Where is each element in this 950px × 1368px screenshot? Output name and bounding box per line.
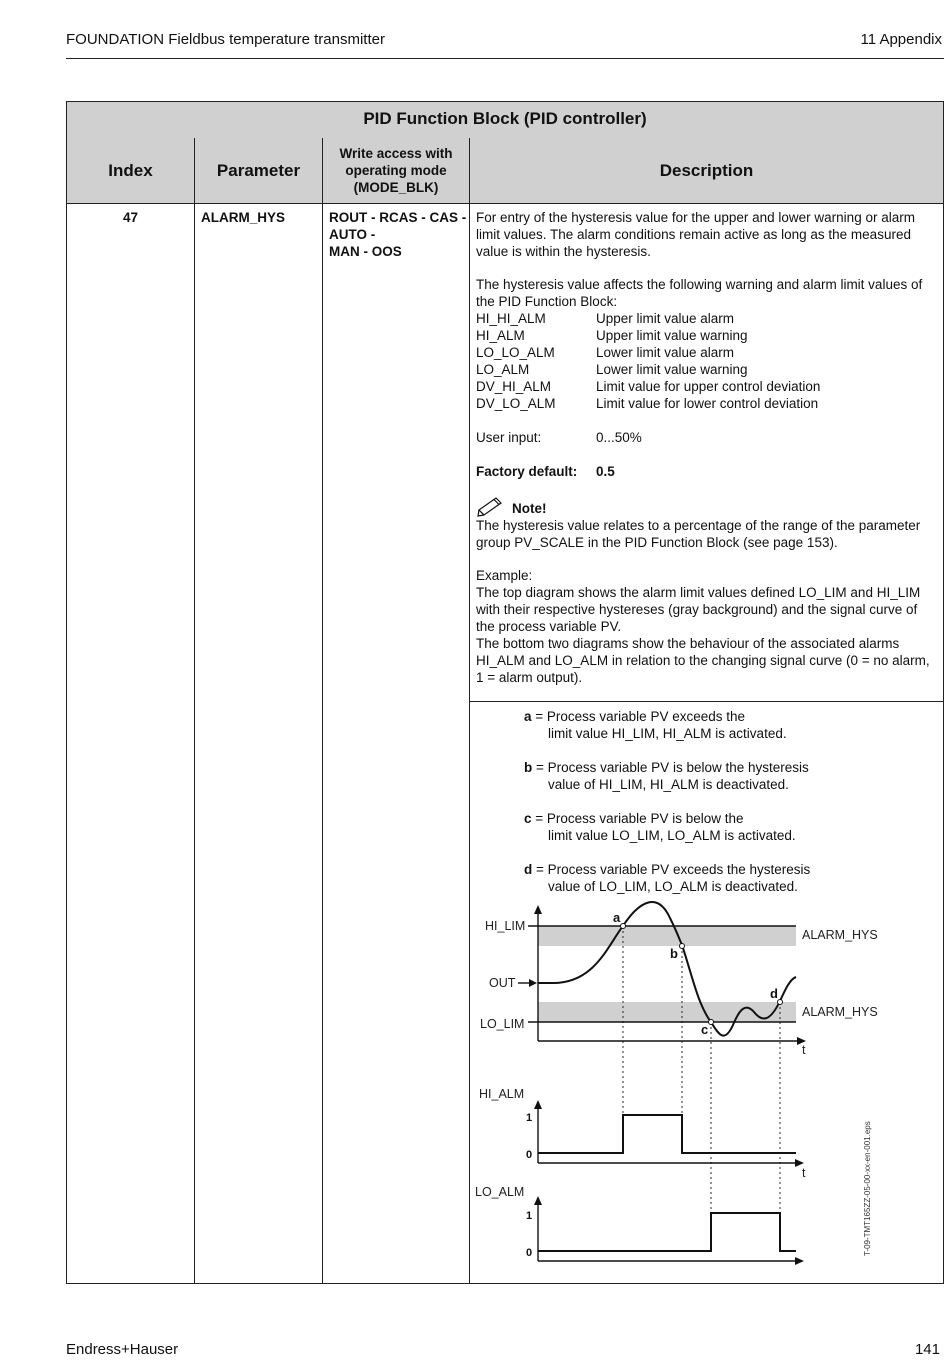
- legend-text: = Process variable PV exceeds the hysteresis: [532, 862, 811, 877]
- legend-text: value of LO_LIM, LO_ALM is deactivated.: [548, 879, 798, 894]
- t-axis-label: t: [802, 1166, 806, 1180]
- legend-text: = Process variable PV is below the hysteresis: [532, 760, 809, 775]
- lo-alm-one: 1: [526, 1210, 533, 1222]
- write-access-line: AUTO -: [329, 227, 376, 242]
- marker-b: b: [670, 946, 678, 961]
- figure-file-reference: T-09-TMT165ZZ-05-00-xx-en-001.eps: [863, 1121, 872, 1256]
- page-number: 141: [914, 1341, 940, 1358]
- t-axis-label: t: [802, 1043, 806, 1057]
- row-parameter: ALARM_HYS: [201, 210, 286, 225]
- hi-hysteresis-band: [538, 926, 796, 946]
- factory-default-value: 0.5: [596, 464, 615, 479]
- lo-alm-signal: [538, 1213, 796, 1251]
- factory-default-label: Factory default:: [476, 464, 578, 479]
- legend-key: c: [524, 811, 532, 826]
- description-affects: The hysteresis value affects the following warning and alarm limit values of the PID Function Block:: [476, 277, 923, 309]
- limit-text: Lower limit value alarm: [596, 345, 735, 360]
- description-intro: For entry of the hysteresis value for the upper and lower warning or alarm limit values. The alarm conditions remain active as long as the measured value is within the hysteresis.: [476, 210, 915, 259]
- limit-code: LO_ALM: [476, 362, 530, 377]
- marker-a: a: [613, 910, 621, 925]
- legend-text: limit value LO_LIM, LO_ALM is activated.: [548, 828, 796, 843]
- point-d: [778, 1000, 783, 1005]
- hi-lim-label: HI_LIM: [485, 919, 526, 933]
- legend-key: d: [524, 862, 533, 877]
- hi-alm-signal: [538, 1115, 796, 1153]
- marker-d: d: [770, 986, 778, 1001]
- user-input-label: User input:: [476, 430, 542, 445]
- hi-alm-zero: 0: [526, 1149, 533, 1161]
- page-header-title: FOUNDATION Fieldbus temperature transmitter: [66, 31, 385, 48]
- alarm-hys-lower-label: ALARM_HYS: [802, 1005, 878, 1019]
- write-access-line: ROUT - RCAS - CAS -: [329, 210, 467, 225]
- write-access-line: MAN - OOS: [329, 244, 402, 259]
- hi-alm-one: 1: [526, 1112, 533, 1124]
- column-header-index: Index: [108, 160, 153, 180]
- table-title: PID Function Block (PID controller): [363, 109, 647, 128]
- point-a: [621, 924, 626, 929]
- limit-code: HI_ALM: [476, 328, 525, 343]
- hi-alm-label: HI_ALM: [479, 1087, 525, 1101]
- limit-text: Lower limit value warning: [596, 362, 748, 377]
- legend-text: value of HI_LIM, HI_ALM is deactivated.: [548, 777, 789, 792]
- page-header-section: 11 Appendix: [860, 31, 942, 48]
- point-b: [680, 944, 685, 949]
- note-text: The hysteresis value relates to a percentage of the range of the parameter group PV_SCALE in the PID Function Block (see page 153).: [476, 518, 921, 550]
- footer-brand: Endress+Hauser: [66, 1341, 179, 1358]
- alarm-hys-upper-label: ALARM_HYS: [802, 928, 878, 942]
- out-arrow-head: [529, 979, 537, 987]
- limit-code: LO_LO_ALM: [476, 345, 555, 360]
- legend-text: = Process variable PV is below the: [531, 811, 744, 826]
- lo-alm-zero: 0: [526, 1247, 533, 1259]
- example-label: Example:: [476, 568, 533, 583]
- limit-text: Upper limit value warning: [596, 328, 748, 343]
- limit-code: DV_LO_ALM: [476, 396, 556, 411]
- limit-text: Limit value for upper control deviation: [596, 379, 821, 394]
- lo-hysteresis-band: [538, 1002, 796, 1022]
- column-header-parameter: Parameter: [216, 160, 301, 180]
- column-header-write-access: Write access with operating mode (MODE_BLK): [339, 146, 453, 195]
- limit-code: DV_HI_ALM: [476, 379, 552, 394]
- row-index: 47: [122, 210, 139, 225]
- example-text-top: The top diagram shows the alarm limit values defined LO_LIM and HI_LIM with their respective hystereses (gray background) and the signal curve of the process variable PV.: [476, 585, 921, 634]
- legend-key: a: [524, 709, 532, 724]
- legend-text: limit value HI_LIM, HI_ALM is activated.: [548, 726, 787, 741]
- top-y-arrow: [534, 905, 542, 914]
- user-input-value: 0...50%: [596, 430, 642, 445]
- limit-text: Upper limit value alarm: [596, 311, 735, 326]
- example-text-bottom: The bottom two diagrams show the behaviour of the associated alarms HI_ALM and LO_ALM in relation to the changing signal curve (0 = no alarm, 1 = alarm output).: [476, 636, 930, 685]
- column-header-description: Description: [659, 160, 754, 180]
- marker-c: c: [701, 1022, 709, 1037]
- legend-text: = Process variable PV exceeds the: [531, 709, 746, 724]
- limit-code: HI_HI_ALM: [476, 311, 546, 326]
- lo-alm-label: LO_ALM: [475, 1185, 525, 1199]
- out-label: OUT: [489, 976, 516, 990]
- limit-text: Limit value for lower control deviation: [596, 396, 819, 411]
- point-c: [709, 1020, 714, 1025]
- legend-key: b: [524, 760, 533, 775]
- note-label: Note!: [512, 501, 547, 516]
- lo-lim-label: LO_LIM: [480, 1017, 525, 1031]
